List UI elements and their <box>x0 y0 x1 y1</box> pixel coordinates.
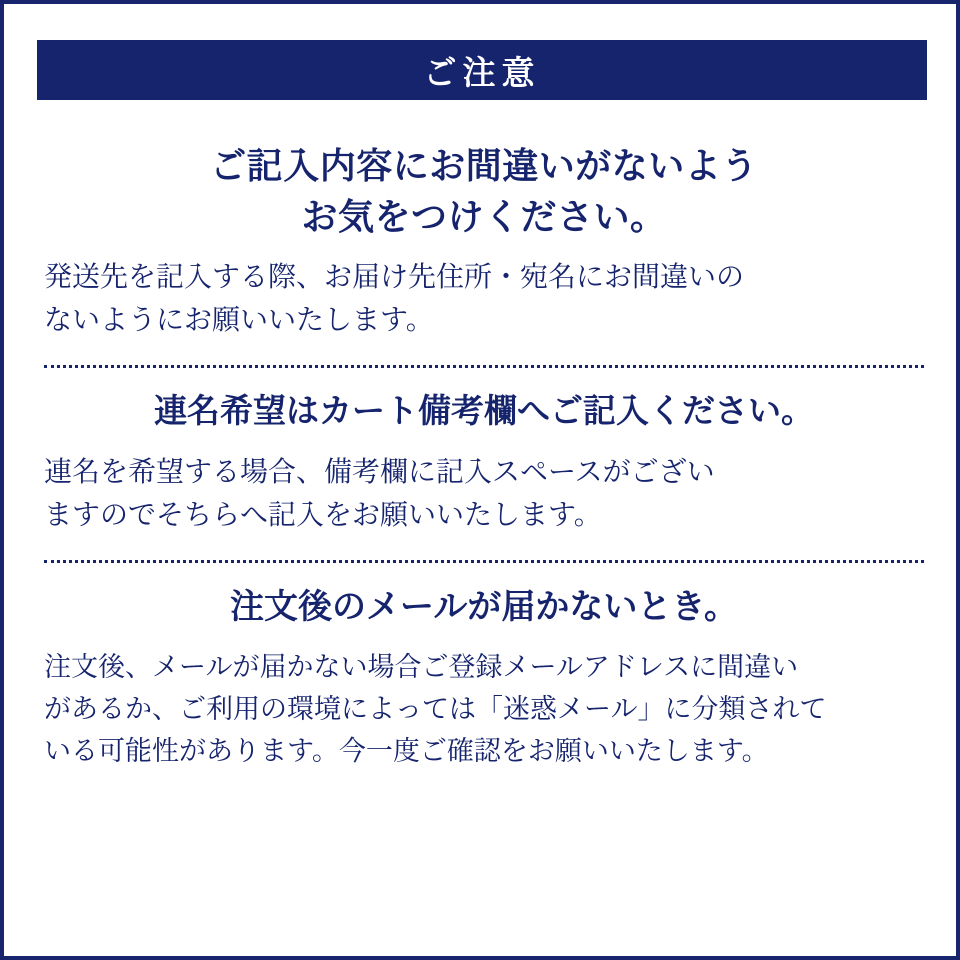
section-3-heading: 注文後のメールが届かないとき。 <box>230 588 738 627</box>
banner-title: ご注意 <box>423 53 541 91</box>
section-2-body <box>44 451 924 536</box>
section-2-heading: 連名希望はカート備考欄へご記入ください。 <box>154 392 814 430</box>
section-joint-name-request <box>44 390 924 536</box>
divider-2 <box>44 560 924 563</box>
divider-1 <box>44 365 924 368</box>
notice-content <box>44 116 924 773</box>
section-address-confirmation <box>44 140 924 341</box>
section-1-body <box>44 256 924 341</box>
section-email-not-received <box>44 585 924 773</box>
section-1-heading-line-2: お気をつけください。 <box>301 196 667 238</box>
section-3-body <box>44 647 924 773</box>
section-1-heading-line-1: ご記入内容にお間違いがないよう <box>210 145 758 186</box>
section-1-body-line-2: ないようにお願いいたします。 <box>44 303 434 335</box>
section-2-body-line-1: 連名を希望する場合、備考欄に記入スペースがござい <box>44 456 715 488</box>
notice-banner <box>37 40 927 100</box>
section-3-body-line-2: があるか、ご利用の環境によっては「迷惑メール」に分類されて <box>44 694 827 725</box>
section-2-body-line-2: ますのでそちらへ記入をお願いいたします。 <box>44 498 602 530</box>
section-1-heading <box>44 140 924 242</box>
section-1-body-line-1: 発送先を記入する際、お届け先住所・宛名にお間違いの <box>44 261 745 293</box>
section-3-body-line-3: いる可能性があります。今一度ご確認をお願いいたします。 <box>44 736 769 767</box>
section-3-body-line-1: 注文後、メールが届かない場合ご登録メールアドレスに間違い <box>44 652 799 683</box>
